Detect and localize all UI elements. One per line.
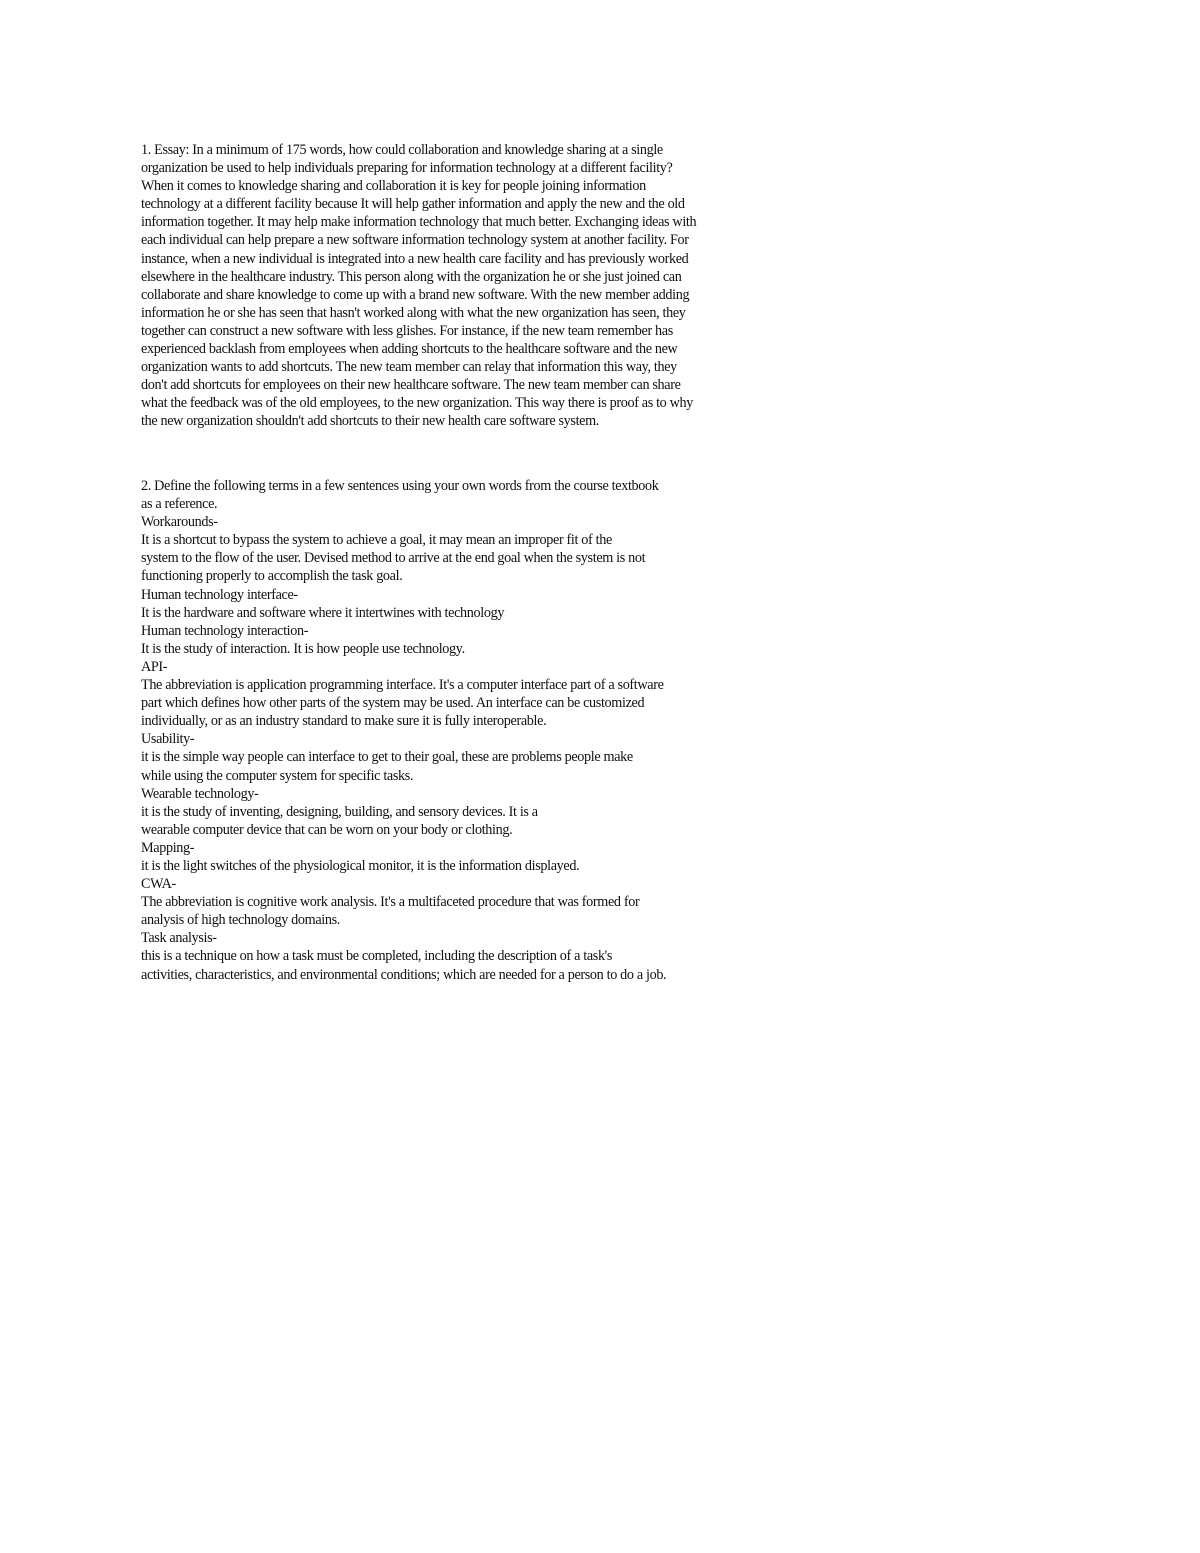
text-line: activities, characteristics, and environmental conditions; which are needed for a person to do a job. — [141, 966, 667, 983]
text-line: system to the flow of the user. Devised method to arrive at the end goal when the system is not — [141, 550, 646, 567]
essay-question-section — [141, 141, 801, 431]
text-line: organization wants to add shortcuts. The new team member can relay that information this way, they — [141, 359, 677, 376]
text-line: it is the simple way people can interface to get to their goal, these are problems people make — [141, 749, 633, 766]
text-line: The abbreviation is application programming interface. It's a computer interface part of a software — [141, 677, 664, 694]
text-line: this is a technique on how a task must be completed, including the description of a task's — [141, 948, 613, 965]
text-line: technology at a different facility because It will help gather information and apply the new and the old — [141, 196, 685, 213]
definitions-question-section — [141, 477, 801, 984]
term-heading: Wearable technology- — [141, 785, 259, 802]
text-line: as a reference. — [141, 496, 218, 513]
text-line: the new organization shouldn't add shortcuts to their new health care software system. — [141, 413, 599, 430]
text-line: It is the hardware and software where it intertwines with technology — [141, 604, 505, 621]
text-line: 2. Define the following terms in a few sentences using your own words from the course textbook — [141, 478, 659, 494]
term-heading: API- — [141, 658, 168, 675]
term-heading: Usability- — [141, 731, 195, 748]
text-line: each individual can help prepare a new software information technology system at another facility. For — [141, 232, 689, 249]
text-line: information he or she has seen that hasn't worked along with what the new organization has seen, they — [141, 304, 686, 321]
term-heading: CWA- — [141, 876, 176, 893]
text-line: collaborate and share knowledge to come up with a brand new software. With the new member adding — [141, 286, 690, 303]
text-line: When it comes to knowledge sharing and collaboration it is key for people joining information — [141, 178, 646, 195]
text-line: The abbreviation is cognitive work analysis. It's a multifaceted procedure that was formed for — [141, 894, 640, 911]
term-heading: Task analysis- — [141, 930, 217, 947]
text-line: together can construct a new software with less glishes. For instance, if the new team remember has — [141, 322, 673, 339]
text-line: analysis of high technology domains. — [141, 912, 341, 929]
text-line: while using the computer system for specific tasks. — [141, 767, 414, 784]
term-heading: Mapping- — [141, 839, 195, 856]
text-line: organization be used to help individuals preparing for information technology at a different facility? — [141, 160, 673, 177]
text-line: It is a shortcut to bypass the system to achieve a goal, it may mean an improper fit of the — [141, 532, 612, 549]
text-line: individually, or as an industry standard to make sure it is fully interoperable. — [141, 713, 547, 730]
term-heading: Workarounds- — [141, 514, 218, 531]
term-heading: Human technology interface- — [141, 586, 298, 603]
text-line: wearable computer device that can be worn on your body or clothing. — [141, 821, 513, 838]
text-line: It is the study of interaction. It is how people use technology. — [141, 640, 465, 657]
text-line: don't add shortcuts for employees on their new healthcare software. The new team member can share — [141, 377, 681, 394]
text-line: instance, when a new individual is integrated into a new health care facility and has previously worked — [141, 250, 689, 267]
text-line: 1. Essay: In a minimum of 175 words, how could collaboration and knowledge sharing at a single — [141, 142, 663, 158]
text-line: part which defines how other parts of the system may be used. An interface can be customized — [141, 695, 645, 712]
text-line: elsewhere in the healthcare industry. This person along with the organization he or she just joined can — [141, 268, 682, 285]
text-line: it is the study of inventing, designing, building, and sensory devices. It is a — [141, 803, 538, 820]
text-line: information together. It may help make information technology that much better. Exchanging ideas with — [141, 214, 697, 231]
text-line: functioning properly to accomplish the task goal. — [141, 568, 403, 585]
text-line: what the feedback was of the old employees, to the new organization. This way there is proof as to why — [141, 395, 694, 412]
text-line: it is the light switches of the physiological monitor, it is the information displayed. — [141, 857, 580, 874]
term-heading: Human technology interaction- — [141, 622, 309, 639]
text-line: experienced backlash from employees when adding shortcuts to the healthcare software and the new — [141, 341, 678, 358]
